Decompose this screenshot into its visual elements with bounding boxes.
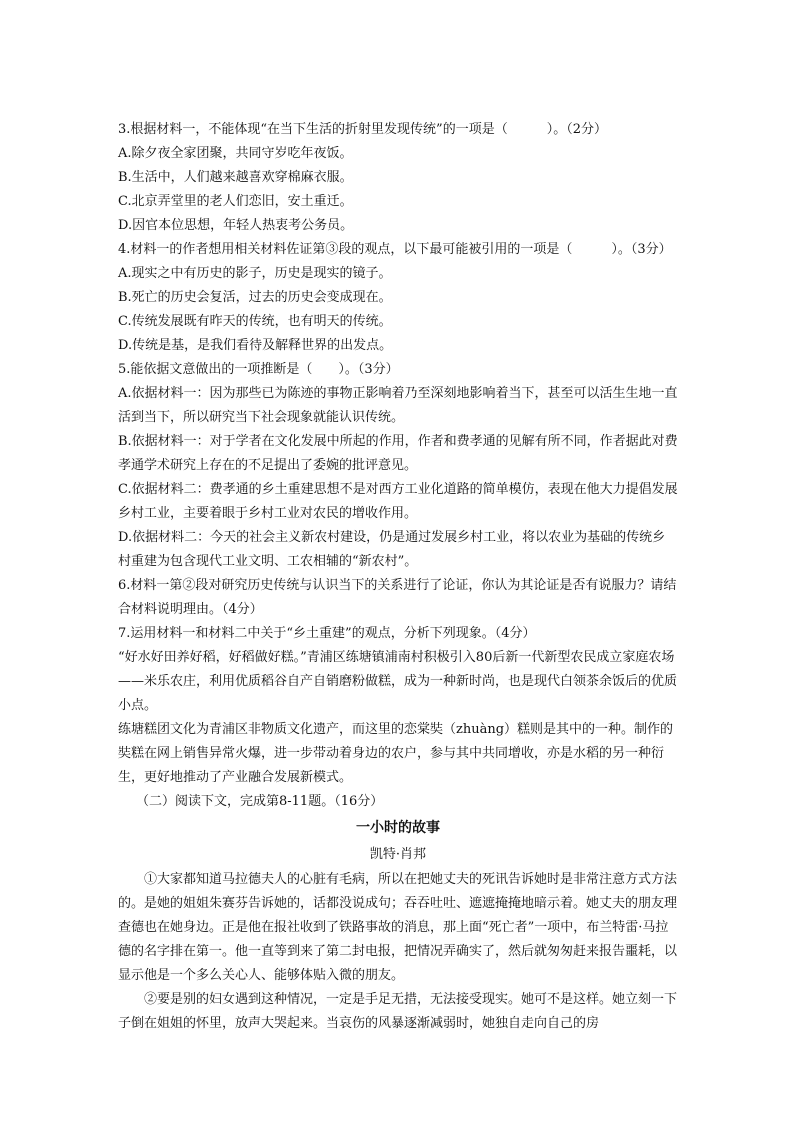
question-4-option-d: D.传统是基，是我们看待及解释世界的出发点。 — [118, 338, 393, 353]
question-4-option-b: B.死亡的历史会复活，过去的历史会变成现在。 — [118, 290, 392, 305]
question-4-option-a: A.现实之中有历史的影子，历史是现实的镜子。 — [118, 266, 392, 281]
section-header: （二）阅读下文，完成第8-11题。（16分） — [136, 794, 384, 809]
story-author: 凯特·肖邦 — [369, 847, 427, 862]
question-4-stem: 4.材料一的作者想用相关材料佐证第③段的观点，以下最可能被引用的一项是（ ）。（3分） — [118, 242, 672, 257]
question-5-option-b: B.依据材料一：对于学者在文化发展中所起的作用，作者和费孝通的见解有所不同，作者据此对费孝通学术研究上存在的不足提出了委婉的批评意见。 — [118, 434, 678, 473]
question-5-stem: 5.能依据文意做出的一项推断是（ ）。（3分） — [118, 362, 399, 377]
question-6-stem: 6.材料一第②段对研究历史传统与认识当下的关系进行了论证，你认为其论证是否有说服力？请结合材料说明理由。（4分） — [118, 578, 677, 617]
question-3-option-d: D.因官本位思想，年轻人热衷考公务员。 — [118, 218, 354, 233]
question-3-stem: 3.根据材料一，不能体现“在当下生活的折射里发现传统”的一项是（ ）。（2分） — [118, 122, 607, 137]
question-5-option-c: C.依据材料二：费孝通的乡土重建思想不是对西方工业化道路的简单模仿，表现在他大力提倡发展乡村工业，主要着眼于乡村工业对农民的增收作用。 — [118, 482, 678, 521]
question-5-option-a: A.依据材料一：因为那些已为陈迹的事物正影响着乃至深刻地影响着当下，甚至可以活生生地一直活到当下，所以研究当下社会现象就能认识传统。 — [118, 386, 678, 425]
story-paragraph-2: ②要是别的妇女遇到这种情况，一定是手足无措，无法接受现实。她可不是这样。她立刻一下子倒在姐姐的怀里，放声大哭起来。当哀伤的风暴逐渐减弱时，她独自走向自己的房 — [118, 992, 678, 1031]
question-5-option-d: D.依据材料二：今天的社会主义新农村建设，仍是通过发展乡村工业，将以农业为基础的传统乡村重建为包含现代工业文明、工农相辅的“新农村”。 — [118, 530, 666, 569]
document-content — [118, 118, 678, 1036]
story-title: 一小时的故事 — [356, 820, 440, 836]
story-paragraph-1: ①大家都知道马拉德夫人的心脏有毛病，所以在把她丈夫的死讯告诉她时是非常注意方式方法的。是她的姐姐朱赛芬告诉她的，话都没说成句；吞吞吐吐、遮遮掩掩地暗示着。她丈夫的朋友理查德也在她身边。正是他在报社收到了铁路事故的消息，那上面“死亡者”一项中，布兰特雷·马拉德的名字排在第一。他一直等到来了第二封电报，把情况弄确实了，然后就匆匆赶来报告噩耗，以显示他是一个多么关心人、能够体贴入微的朋友。 — [118, 872, 678, 983]
material-paragraph-2: 练塘糕团文化为青浦区非物质文化遗产，而这里的恋棠奘（zhuàng）糕则是其中的一种。制作的奘糕在网上销售异常火爆，进一步带动着身边的农户，参与其中共同增收，亦是水稻的另一种衍生，更好地推动了产业融合发展新模式。 — [118, 722, 674, 785]
question-7-stem: 7.运用材料一和材料二中关于“乡土重建”的观点，分析下列现象。（4分） — [118, 626, 536, 641]
question-3-option-c: C.北京弄堂里的老人们恋旧，安土重迁。 — [118, 194, 353, 209]
material-paragraph-1: “好水好田养好稻，好稻做好糕。”青浦区练塘镇浦南村积极引入80后新一代新型农民成立家庭农场——米乐农庄，利用优质稻谷自产自销磨粉做糕，成为一种新时尚，也是现代白领茶余饭后的优质小点。 — [118, 650, 678, 713]
question-3-option-b: B.生活中，人们越来越喜欢穿棉麻衣服。 — [118, 170, 353, 185]
question-3-option-a: A.除夕夜全家团聚，共同守岁吃年夜饭。 — [118, 146, 353, 161]
question-4-option-c: C.传统发展既有昨天的传统，也有明天的传统。 — [118, 314, 392, 329]
